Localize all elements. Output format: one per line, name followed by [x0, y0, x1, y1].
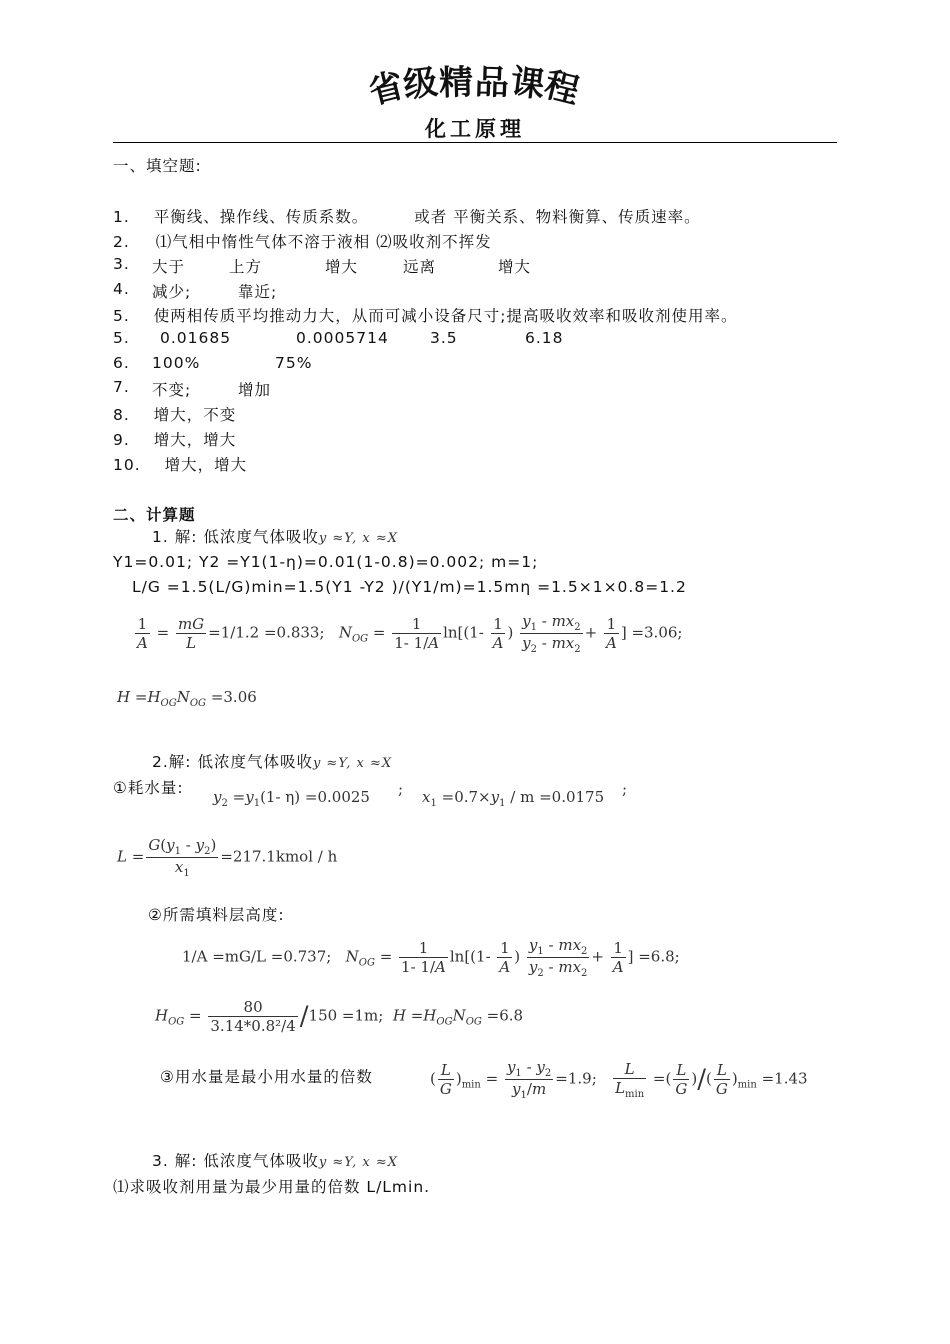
water-consumption-label: ①耗水量:	[113, 779, 184, 797]
page-title: 化工原理	[425, 117, 525, 141]
water-ratio-label: ③用水量是最小用水量的倍数	[160, 1068, 373, 1086]
banner-char: 课	[508, 61, 549, 107]
equation-x1: $x_1 =0.7\times y_1 / m =0.0175$	[422, 788, 605, 809]
equation-water-flow: L = $\frac{G(y_1 - y_2)}{x_1}$ =217.1kmol / h	[117, 836, 338, 879]
list-item: 5. 使两相传质平均推动力大，从而可减小设备尺寸;提高吸收效率和吸收剂使用率。	[113, 307, 738, 325]
section1-heading: 一、填空题:	[113, 157, 202, 175]
problem1-line1: Y1=0.01; Y2 =Y1(1-η)=0.01(1-0.8)=0.002; m=1;	[113, 553, 539, 571]
list-item: 7. 不变; 增加	[113, 378, 272, 399]
equation-inverse-A-NOG: $\frac{1}{A}$ = $\frac{mG}{L}$ =1/1.2 =0.833; $N_{OG}$ = $\frac{1}{1- 1/A}$ ln[(1- $\frac{1}{A}$ ) $\frac{y_1 - mx_2}{y_2 - mx_2}$ + $\frac{1}{A}$ ] =3.06;	[137, 612, 683, 655]
list-item: 3. 大于 上方 增大 远离 增大	[113, 255, 532, 276]
banner-char: 程	[540, 64, 586, 113]
equation-y2: $y_2 =y_1(1-$ η) =0.0025	[213, 788, 370, 809]
banner-char: 级	[401, 61, 442, 107]
list-item: 2. ⑴气相中惰性气体不溶于液相 ⑵吸收剂不挥发	[113, 233, 492, 251]
list-item: 10. 增大，增大	[113, 456, 248, 474]
problem1-line2: L/G =1.5(L/G)min=1.5(Y1 -Y2 )/(Y1/m)=1.5mη =1.5×1×0.8=1.2	[132, 578, 687, 596]
problem3-question: ⑴求吸收剂用量为最少用量的倍数 L/Lmin.	[113, 1178, 431, 1196]
banner-char: 省	[364, 64, 410, 113]
packing-height-label: ②所需填料层高度:	[148, 906, 285, 924]
banner-char: 精	[438, 62, 476, 104]
list-item: 8. 增大，不变	[113, 406, 237, 424]
list-item: 6. 100% 75%	[113, 354, 313, 372]
equation-NOG-2: 1/A =mG/L =0.737; $N_{OG}$ = $\frac{1}{1- 1/A}$ ln[(1- $\frac{1}{A}$ ) $\frac{y_1 - mx_2}{y_2 - mx_2}$ + $\frac{1}{A}$ ] =6.8;	[182, 936, 680, 979]
list-item: 4. 减少; 靠近;	[113, 280, 278, 301]
problem1-label: 1. 解: 低浓度气体吸收y ≈Y, x ≈X	[152, 528, 399, 546]
list-item: 1. 平衡线、操作线、传质系数。 或者 平衡关系、物料衡算、传质速率。	[113, 208, 701, 226]
equation-height: $H =H_{OG}N_{OG} =3.06$	[117, 688, 257, 709]
list-item: 9. 增大，增大	[113, 431, 237, 449]
banner-char: 品	[474, 62, 512, 104]
course-banner	[0, 55, 950, 113]
equation-HOG: $H_{OG}$ = $\frac{80}{\text{3.14*0.8²/4}}$ /150 =1m; $H =H_{OG}N_{OG} =6.8$	[155, 998, 524, 1035]
header-divider	[113, 142, 837, 143]
list-item: 5. 0.01685 0.0005714 3.5 6.18	[113, 329, 564, 347]
equation-water-ratio: ( $\frac{L}{G}$ )$_{min}$ = $\frac{y_1 - y_2}{y_1/m}$ =1.9; $\frac{L}{L_{min}}$ =( $\frac{L}{G}$ )/( $\frac{L}{G}$ )$_{min} =1.43$	[430, 1058, 808, 1101]
problem3-label: 3. 解: 低浓度气体吸收y ≈Y, x ≈X	[152, 1152, 399, 1170]
problem2-label: 2.解: 低浓度气体吸收y ≈Y, x ≈X	[152, 753, 393, 771]
section2-heading: 二、计算题	[113, 506, 196, 524]
